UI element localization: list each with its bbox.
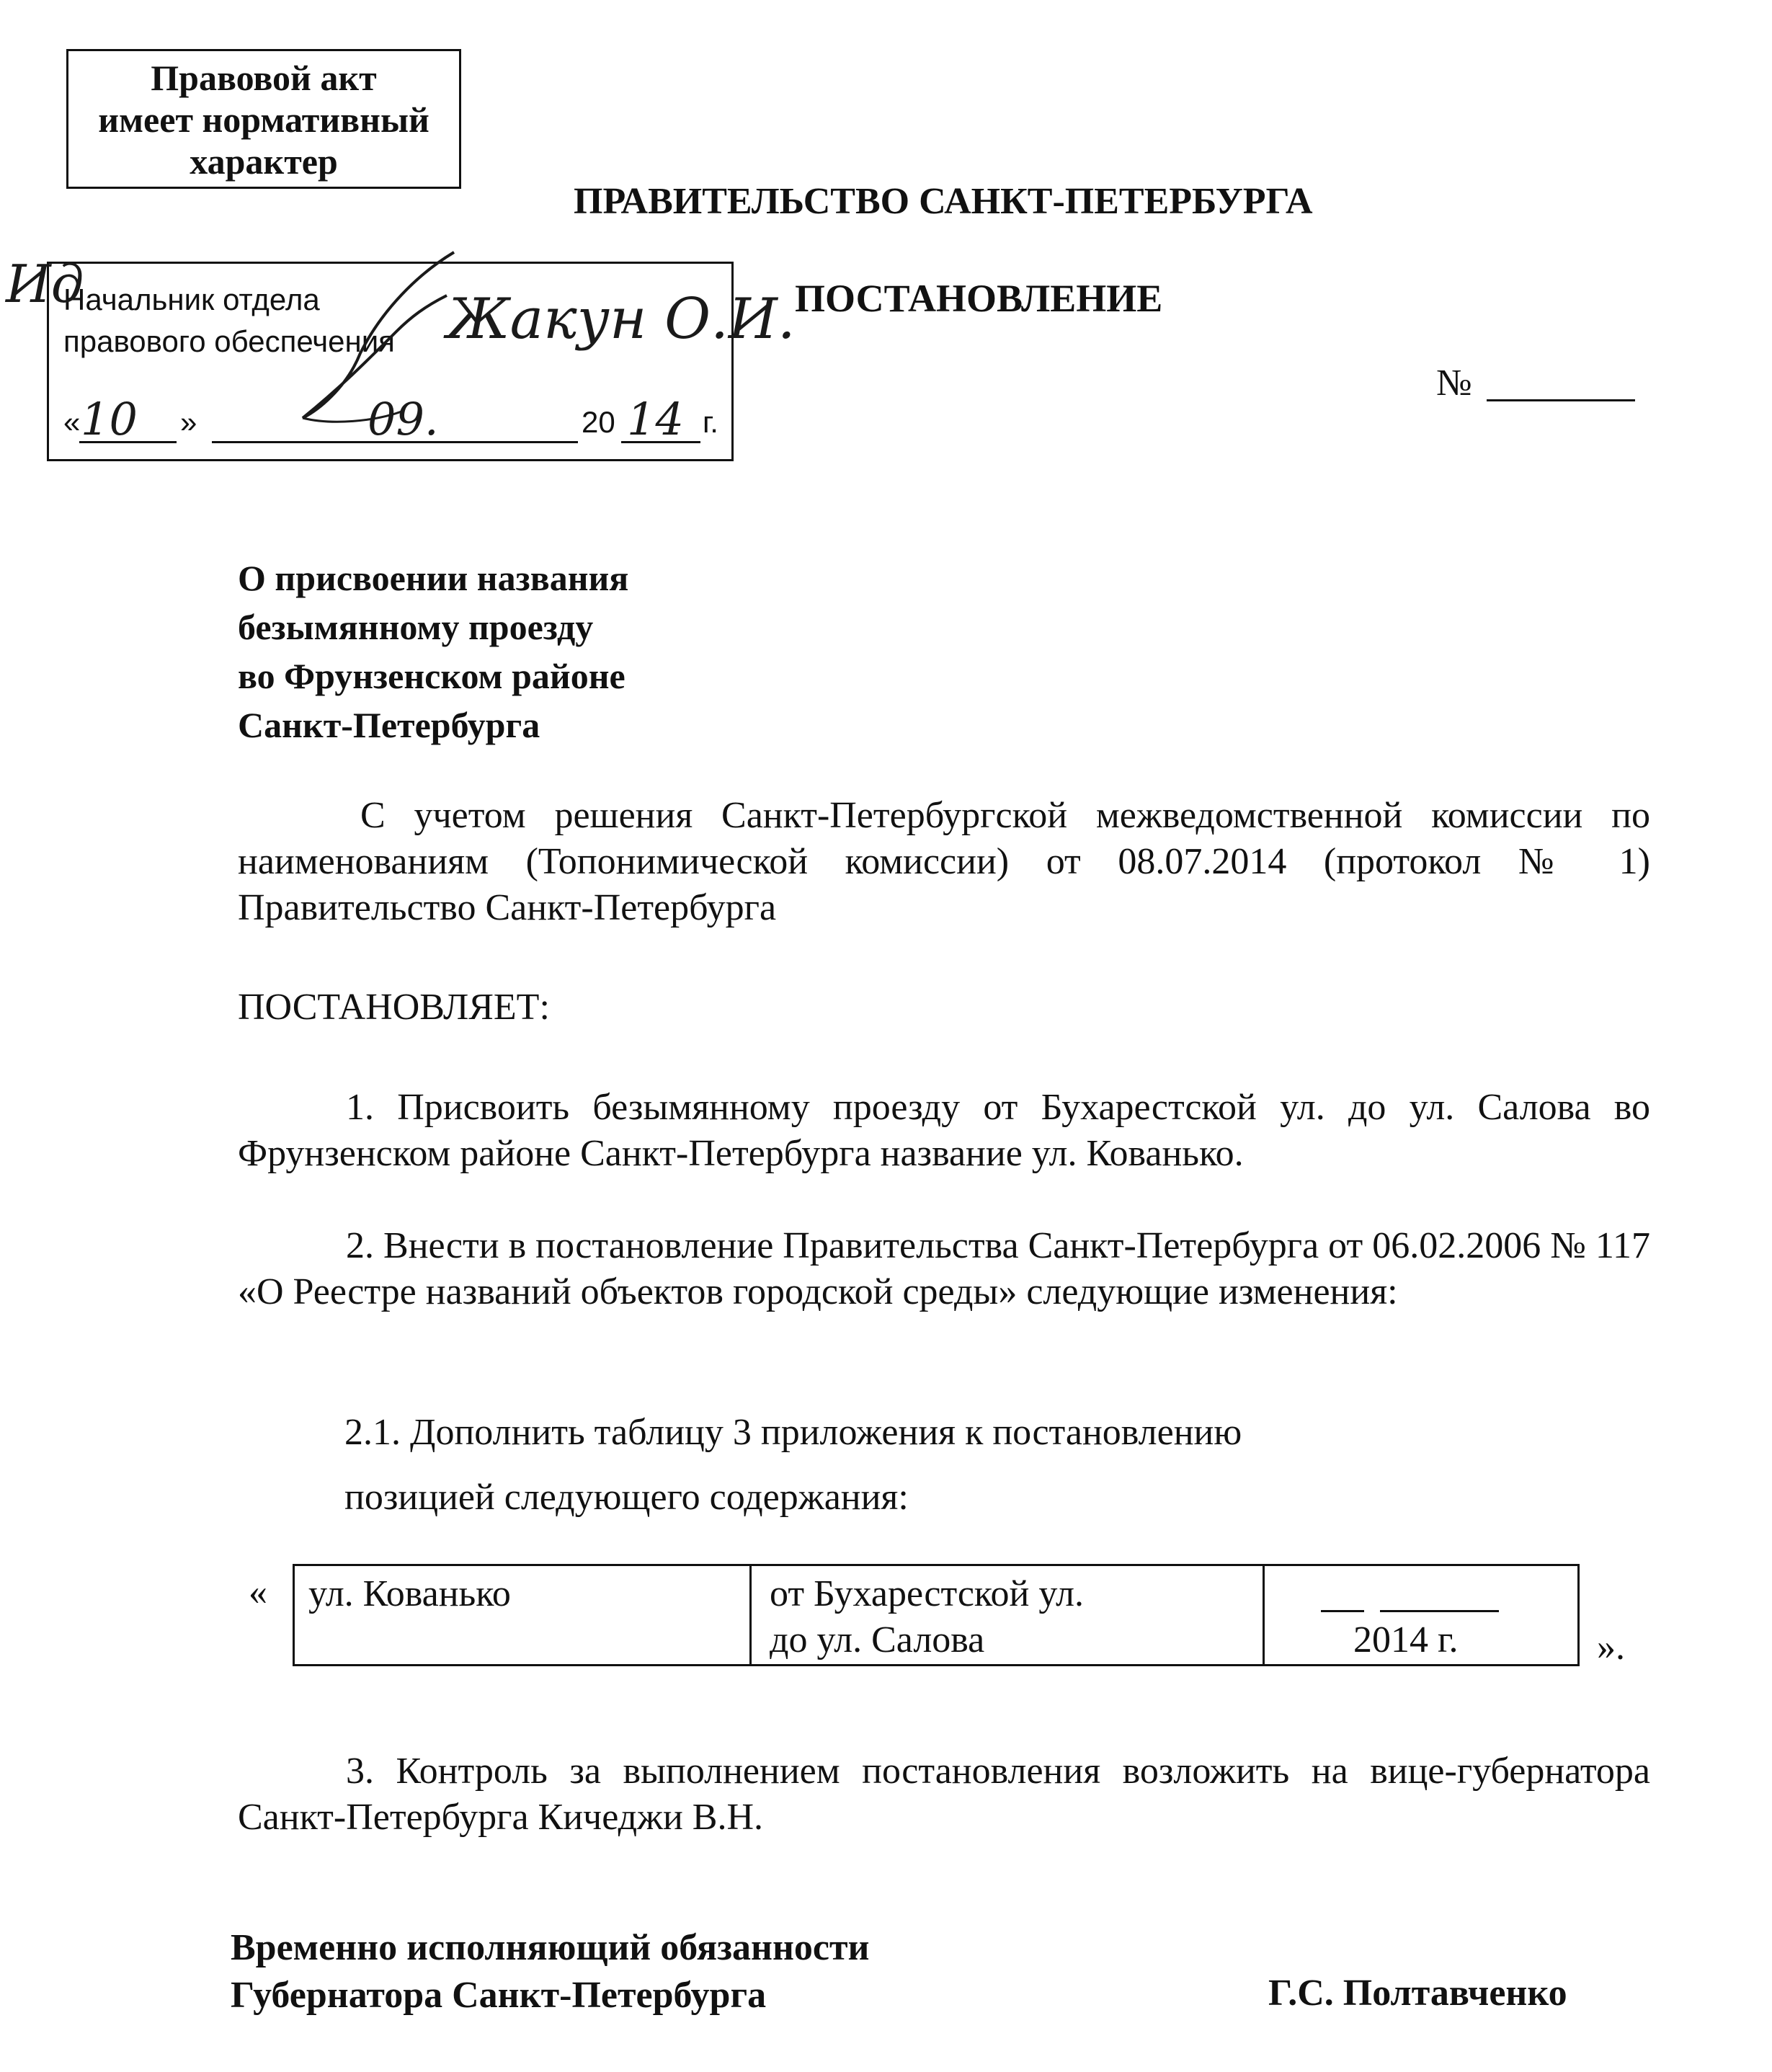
document-subject bbox=[238, 553, 628, 750]
item-2: 2. Внести в постановление Правительства Санкт-Петербурга от 06.02.2006 № 117 «О Реестре названий объектов городской среды» следующие изменения: bbox=[238, 1225, 1650, 1312]
handwritten-year: 14 bbox=[627, 393, 684, 445]
item-2-1-line1: 2.1. Дополнить таблицу 3 приложения к постановлению bbox=[344, 1412, 1242, 1453]
signer-title-line: Губернатора Санкт-Петербурга bbox=[231, 1975, 767, 2016]
handwritten-day: 10 bbox=[81, 393, 138, 445]
preamble-paragraph: С учетом решения Санкт-Петербургской межведомственной комиссии по наименованиям (Топонимической комиссии) от 08.07.2014 (протокол № 1) Правительство Санкт-Петербурга bbox=[238, 795, 1650, 928]
table-open-quote: « bbox=[249, 1572, 267, 1613]
government-title: ПРАВИТЕЛЬСТВО САНКТ-ПЕТЕРБУРГА bbox=[574, 181, 1313, 222]
table-close-quote: ». bbox=[1597, 1627, 1625, 1668]
signer-title-line: Временно исполняющий обязанности bbox=[231, 1927, 870, 1968]
stamp-line: характер bbox=[190, 141, 338, 182]
year-prefix: 20 bbox=[582, 405, 615, 439]
subject-line: О присвоении названия bbox=[238, 558, 629, 598]
table-cell-year: 2014 г. bbox=[1353, 1619, 1459, 1660]
table-column-divider bbox=[1263, 1564, 1265, 1666]
subject-line: Санкт-Петербурга bbox=[238, 705, 540, 745]
document-number-blank bbox=[1487, 399, 1635, 401]
handwritten-initials: Ид bbox=[6, 254, 84, 314]
date-open-quote: « bbox=[63, 405, 81, 439]
table-column-divider bbox=[749, 1564, 752, 1666]
year-suffix: г. bbox=[703, 405, 718, 439]
table-date-blank bbox=[1380, 1610, 1499, 1612]
item-3: 3. Контроль за выполнением постановления возложить на вице-губернатора Санкт-Петербурга Кичеджи В.Н. bbox=[238, 1751, 1650, 1838]
handwritten-name: Жакун О.И. bbox=[447, 287, 796, 352]
approval-position-line1: Начальник отдела bbox=[63, 283, 320, 316]
handwritten-month: 09. bbox=[368, 393, 439, 445]
item-1: 1. Присвоить безымянному проезду от Бухарестской ул. до ул. Салова во Фрунзенском районе Санкт-Петербурга название ул. Кованько. bbox=[238, 1087, 1650, 1174]
signer-title bbox=[231, 1924, 870, 2019]
table-cell-from: от Бухарестской ул. bbox=[770, 1573, 1085, 1614]
normative-act-stamp bbox=[66, 49, 461, 189]
date-close-quote: » bbox=[180, 405, 197, 439]
subject-line: безымянному проезду bbox=[238, 607, 594, 647]
signature-scribble bbox=[274, 245, 504, 432]
table-date-blank bbox=[1321, 1610, 1364, 1612]
document-number-label: № bbox=[1436, 363, 1472, 404]
table-cell-name: ул. Кованько bbox=[308, 1573, 511, 1614]
approval-position-line2: правового обеспечения bbox=[63, 324, 395, 358]
subject-line: во Фрунзенском районе bbox=[238, 656, 625, 696]
item-2-1-line2: позицией следующего содержания: bbox=[344, 1477, 909, 1518]
resolves-heading: ПОСТАНОВЛЯЕТ: bbox=[238, 987, 550, 1028]
document-type: ПОСТАНОВЛЕНИЕ bbox=[795, 277, 1163, 320]
table-cell-to: до ул. Салова bbox=[770, 1619, 985, 1660]
signer-name: Г.С. Полтавченко bbox=[1268, 1973, 1567, 2014]
stamp-line: Правовой акт bbox=[151, 58, 377, 98]
stamp-line: имеет нормативный bbox=[98, 99, 429, 140]
